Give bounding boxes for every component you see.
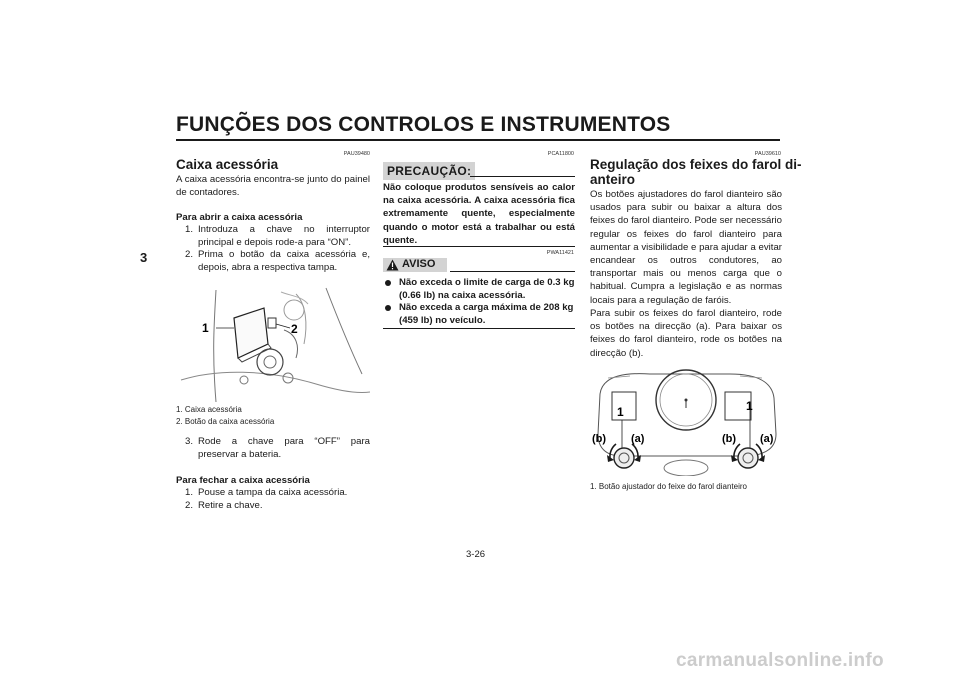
warning-end-rule	[383, 328, 575, 329]
chapter-tab: 3	[140, 250, 148, 265]
section-heading: Caixa acessória	[176, 157, 279, 172]
warning-code: PWA11421	[546, 250, 574, 256]
warning-label: AVISO	[402, 258, 436, 270]
list-item: Não exceda a carga máxima de 208 kg (459 lb) no veículo.	[383, 302, 575, 327]
figure-label-a-left: (a)	[631, 433, 645, 445]
body-paragraph: Os botões ajustadores do farol dianteiro são usados para subir ou baixar a altura dos feixes do farol dianteiro. Pode ser necessário regular os feixes do farol dianteiro para aumentar a visibilidade e para ajudar a evitar encandear os outros condutores, ao transportar mais ou menos carga que o habitual. Cumpra a legislação e as normas locais para a regulação de faróis.	[590, 189, 782, 306]
caution-end-rule	[383, 246, 575, 247]
figure-caption: 1. Botão ajustador do feixe do farol dianteiro	[590, 482, 747, 491]
caution-label: PRECAUÇÃO:	[383, 162, 475, 180]
open-steps-list	[176, 224, 370, 274]
warning-triangle-icon	[386, 259, 399, 271]
warning-list	[383, 277, 575, 327]
bullet-icon	[385, 280, 391, 286]
list-item: 1. Introduza a chave no interruptor principal e depois rode-a para “ON”.	[185, 224, 370, 248]
figure-label-1-left: 1	[617, 405, 624, 419]
headlight-adjuster-figure	[590, 364, 782, 476]
figure-label-a-right: (a)	[760, 433, 774, 445]
section-code: PAU39480	[343, 151, 370, 157]
section-heading-cont: anteiro	[590, 172, 636, 187]
page-title: FUNÇÕES DOS CONTROLOS E INSTRUMENTOS	[176, 113, 671, 136]
figure-label-1-right: 1	[746, 399, 753, 413]
list-item: 1. Pouse a tampa da caixa acessória.	[185, 487, 348, 498]
accessory-box-figure	[176, 284, 370, 402]
watermark: carmanualsonline.info	[676, 650, 884, 671]
warning-label-box	[383, 258, 447, 272]
section-heading: Regulação dos feixes do farol di-	[590, 157, 802, 172]
intro-paragraph: A caixa acessória encontra-se junto do painel de contadores.	[176, 174, 370, 199]
open-box-title: Para abrir a caixa acessória	[176, 212, 303, 223]
caution-rule	[470, 176, 575, 177]
list-item: Não exceda o limite de carga de 0.3 kg (0.66 lb) na caixa acessória.	[383, 277, 575, 302]
figure-label-1: 1	[202, 321, 209, 335]
list-item: 2. Retire a chave.	[185, 499, 263, 511]
figure-caption-2: 2. Botão da caixa acessória	[176, 417, 275, 426]
figure-label-b-right: (b)	[722, 433, 737, 445]
figure-caption-1: 1. Caixa acessória	[176, 405, 242, 414]
list-item: 2. Prima o botão da caixa acessória e, depois, abra a respectiva tampa.	[185, 249, 370, 273]
close-box-title: Para fechar a caixa acessória	[176, 475, 310, 486]
page-number: 3-26	[466, 549, 486, 560]
body-paragraph-2: Para subir os feixes do farol dianteiro, rode os botões na direcção (a). Para baixar os feixes do farol dianteiro, rode os botões na direcção (b).	[590, 308, 782, 359]
caution-text: Não coloque produtos sensíveis ao calor na caixa acessória. A caixa acessória fica extremamente quente, especialmente quando o motor está a trabalhar ou está quente.	[383, 182, 575, 246]
figure-label-b-left: (b)	[592, 433, 607, 445]
step3-list	[176, 436, 370, 461]
figure-label-2: 2	[291, 322, 298, 336]
section-code: PAU39610	[754, 151, 781, 157]
list-item: 3. Rode a chave para “OFF” para preservar a bateria.	[185, 436, 370, 460]
bullet-icon	[385, 305, 391, 311]
caution-code: PCA11800	[547, 151, 574, 157]
header-rule	[176, 139, 780, 141]
close-steps-list	[176, 487, 370, 512]
warning-rule	[450, 271, 575, 272]
